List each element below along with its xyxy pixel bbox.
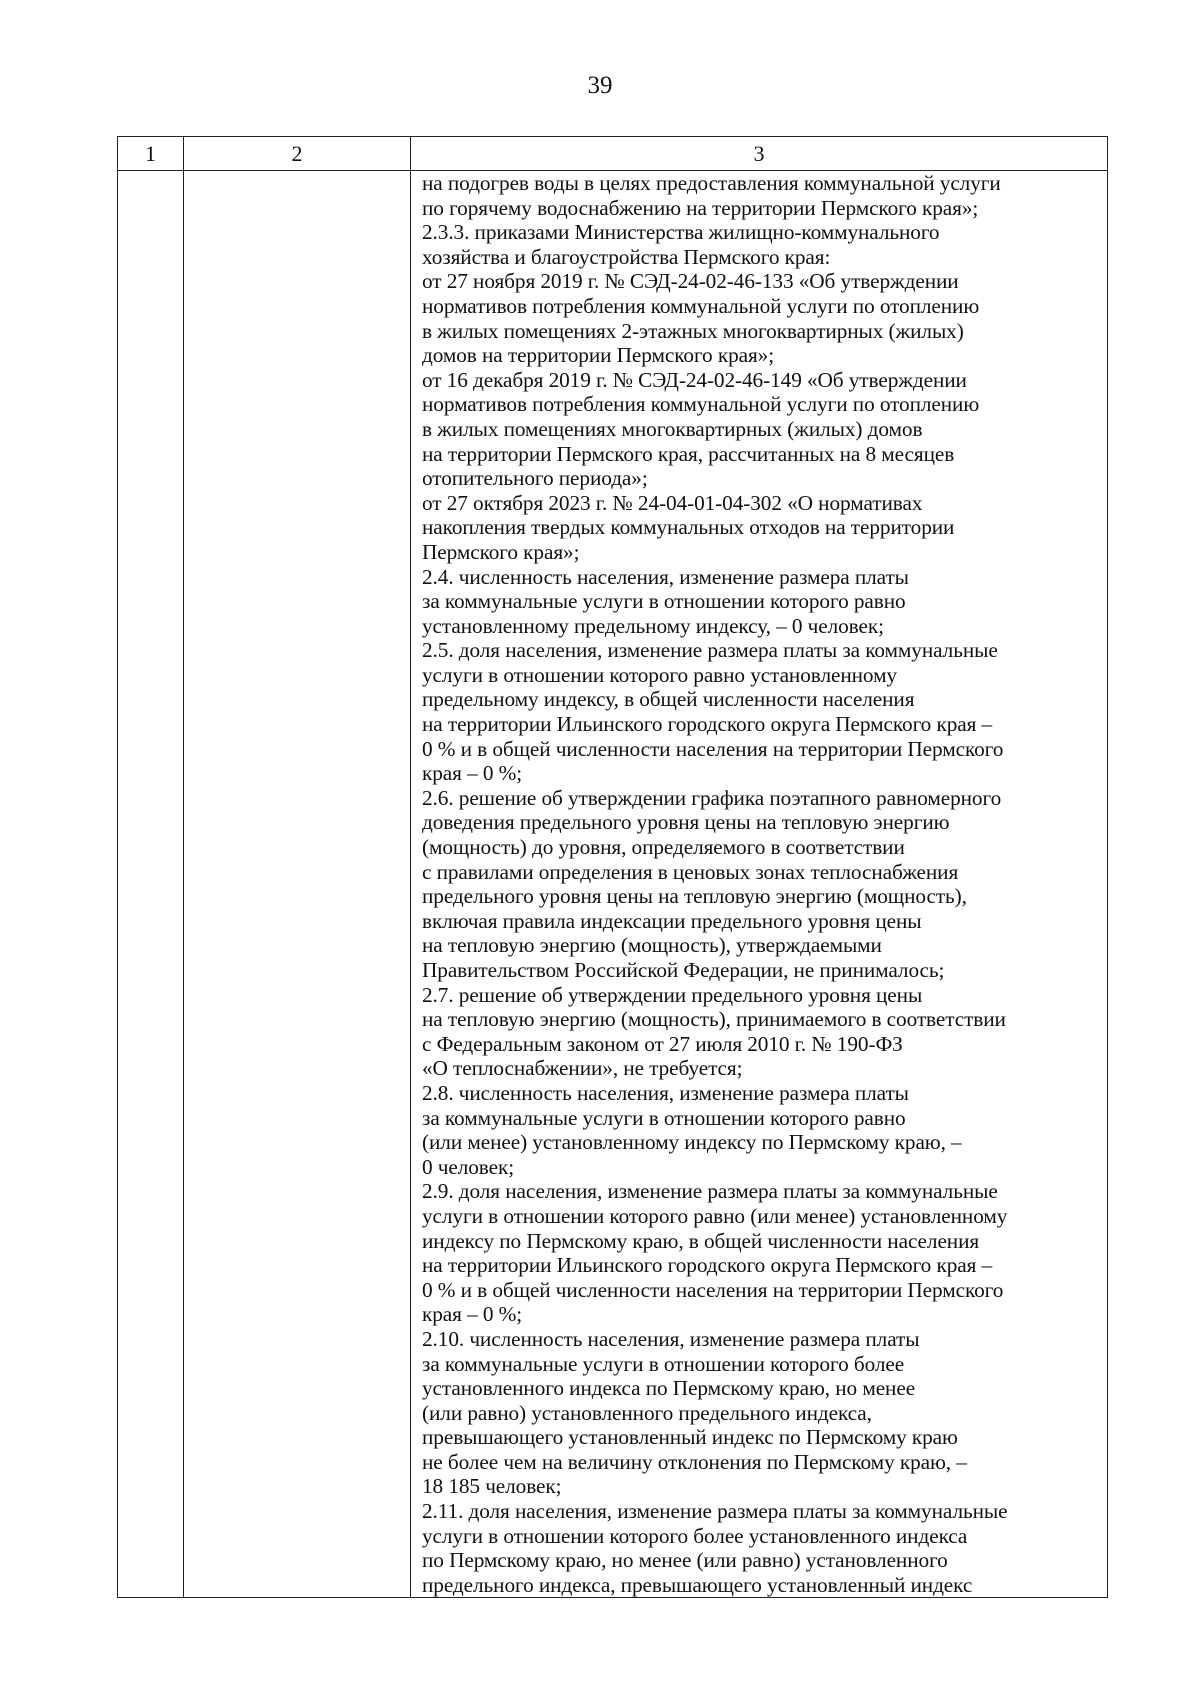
- text-line: 18 185 человек;: [422, 1474, 562, 1499]
- table-header-row: [118, 137, 1108, 171]
- text-line: услуги в отношении которого равно установленному: [422, 662, 897, 687]
- text-line: 0 человек;: [422, 1154, 515, 1179]
- text-line: с Федеральным законом от 27 июля 2010 г. № 190-ФЗ: [422, 1031, 903, 1056]
- text-line: индексу по Пермскому краю, в общей численности населения: [422, 1228, 980, 1253]
- text-line: Правительством Российской Федерации, не принималось;: [422, 958, 945, 982]
- text-line: на территории Ильинского городского округа Пермского края –: [422, 1253, 993, 1278]
- text-line: услуги в отношении которого более установленного индекса: [422, 1523, 968, 1548]
- text-line: на тепловую энергию (мощность), утверждаемыми: [422, 933, 882, 958]
- column-3-cell: [411, 171, 1108, 1598]
- text-line: края – 0 %;: [422, 1302, 523, 1327]
- column-2-cell: [184, 171, 411, 1598]
- text-line: включая правила индексации предельного уровня цены: [422, 908, 922, 933]
- text-line: нормативов потребления коммунальной услуги по отоплению: [422, 293, 980, 318]
- text-line: 2.5. доля населения, изменение размера платы за коммунальные: [422, 638, 998, 663]
- text-line: установленному предельному индексу, – 0 человек;: [422, 613, 884, 638]
- text-line: не более чем на величину отклонения по Пермскому краю, –: [422, 1449, 967, 1474]
- text-line: хозяйства и благоустройства Пермского края:: [422, 244, 831, 269]
- text-line: края – 0 %;: [422, 761, 523, 786]
- text-line: 0 % и в общей численности населения на территории Пермского: [422, 1277, 1004, 1302]
- text-line: от 16 декабря 2019 г. № СЭД-24-02-46-149 «Об утверждении: [422, 367, 967, 392]
- text-line: 2.11. доля населения, изменение размера платы за коммунальные: [422, 1499, 1008, 1524]
- text-line: отопительного периода»;: [422, 466, 648, 491]
- text-line: на подогрев воды в целях предоставления коммунальной услуги: [422, 171, 1001, 195]
- text-line: по Пермскому краю, но менее (или равно) установленного: [422, 1548, 948, 1573]
- text-line: (или равно) установленного предельного индекса,: [422, 1400, 872, 1425]
- page-number: 39: [587, 72, 613, 99]
- text-line: в жилых помещениях многоквартирных (жилых) домов: [422, 416, 923, 441]
- column-1-cell: [118, 171, 184, 1598]
- text-line: 0 % и в общей численности населения на территории Пермского: [422, 736, 1004, 761]
- text-line: по горячему водоснабжению на территории Пермского края»;: [422, 195, 979, 220]
- text-line: нормативов потребления коммунальной услуги по отоплению: [422, 392, 980, 417]
- text-line: (или менее) установленному индексу по Пермскому краю, –: [422, 1130, 962, 1155]
- text-line: домов на территории Пермского края»;: [422, 343, 775, 368]
- text-line: от 27 ноября 2019 г. № СЭД-24-02-46-133 «Об утверждении: [422, 269, 959, 294]
- text-line: предельного индекса, превышающего установленный индекс: [422, 1572, 973, 1597]
- text-line: накопления твердых коммунальных отходов на территории: [422, 515, 955, 540]
- text-line: 2.10. численность населения, изменение размера платы: [422, 1326, 920, 1351]
- text-line: 2.8. численность населения, изменение размера платы: [422, 1080, 909, 1105]
- text-line: от 27 октября 2023 г. № 24-04-01-04-302 «О нормативах: [422, 490, 923, 515]
- text-line: с правилами определения в ценовых зонах теплоснабжения: [422, 859, 959, 884]
- text-line: 2.9. доля населения, изменение размера платы за коммунальные: [422, 1179, 998, 1204]
- text-line: на тепловую энергию (мощность), принимаемого в соответствии: [422, 1007, 1006, 1032]
- column-header-1: 1: [118, 137, 184, 171]
- text-line: предельному индексу, в общей численности населения: [422, 687, 915, 712]
- text-line: (мощность) до уровня, определяемого в соответствии: [422, 835, 905, 860]
- text-line: за коммунальные услуги в отношении которого равно: [422, 1105, 906, 1130]
- text-line: Пермского края»;: [422, 539, 580, 564]
- column-header-3: 3: [411, 137, 1108, 171]
- text-line: 2.4. численность населения, изменение размера платы: [422, 564, 909, 589]
- text-line: доведения предельного уровня цены на тепловую энергию: [422, 810, 950, 835]
- text-line: на территории Пермского края, рассчитанных на 8 месяцев: [422, 441, 955, 466]
- column-header-2: 2: [184, 137, 411, 171]
- text-line: за коммунальные услуги в отношении которого равно: [422, 589, 906, 614]
- text-line: 2.3.3. приказами Министерства жилищно-коммунального: [422, 220, 940, 245]
- text-line: превышающего установленный индекс по Пермскому краю: [422, 1425, 958, 1450]
- text-line: 2.6. решение об утверждении графика поэтапного равномерного: [422, 785, 1002, 810]
- text-line: установленного индекса по Пермскому краю, но менее: [422, 1376, 916, 1401]
- text-line: услуги в отношении которого равно (или менее) установленному: [422, 1203, 1008, 1228]
- text-line: 2.7. решение об утверждении предельного уровня цены: [422, 982, 923, 1007]
- text-line: предельного уровня цены на тепловую энергию (мощность),: [422, 884, 967, 909]
- text-line: на территории Ильинского городского округа Пермского края –: [422, 712, 993, 737]
- table-row: [118, 171, 1108, 1598]
- text-line: «О теплоснабжении», не требуется;: [422, 1056, 743, 1081]
- text-line: за коммунальные услуги в отношении которого более: [422, 1351, 905, 1376]
- column-3-text: [411, 171, 1107, 1597]
- document-table: [117, 136, 1108, 1598]
- text-line: в жилых помещениях 2-этажных многоквартирных (жилых): [422, 318, 964, 343]
